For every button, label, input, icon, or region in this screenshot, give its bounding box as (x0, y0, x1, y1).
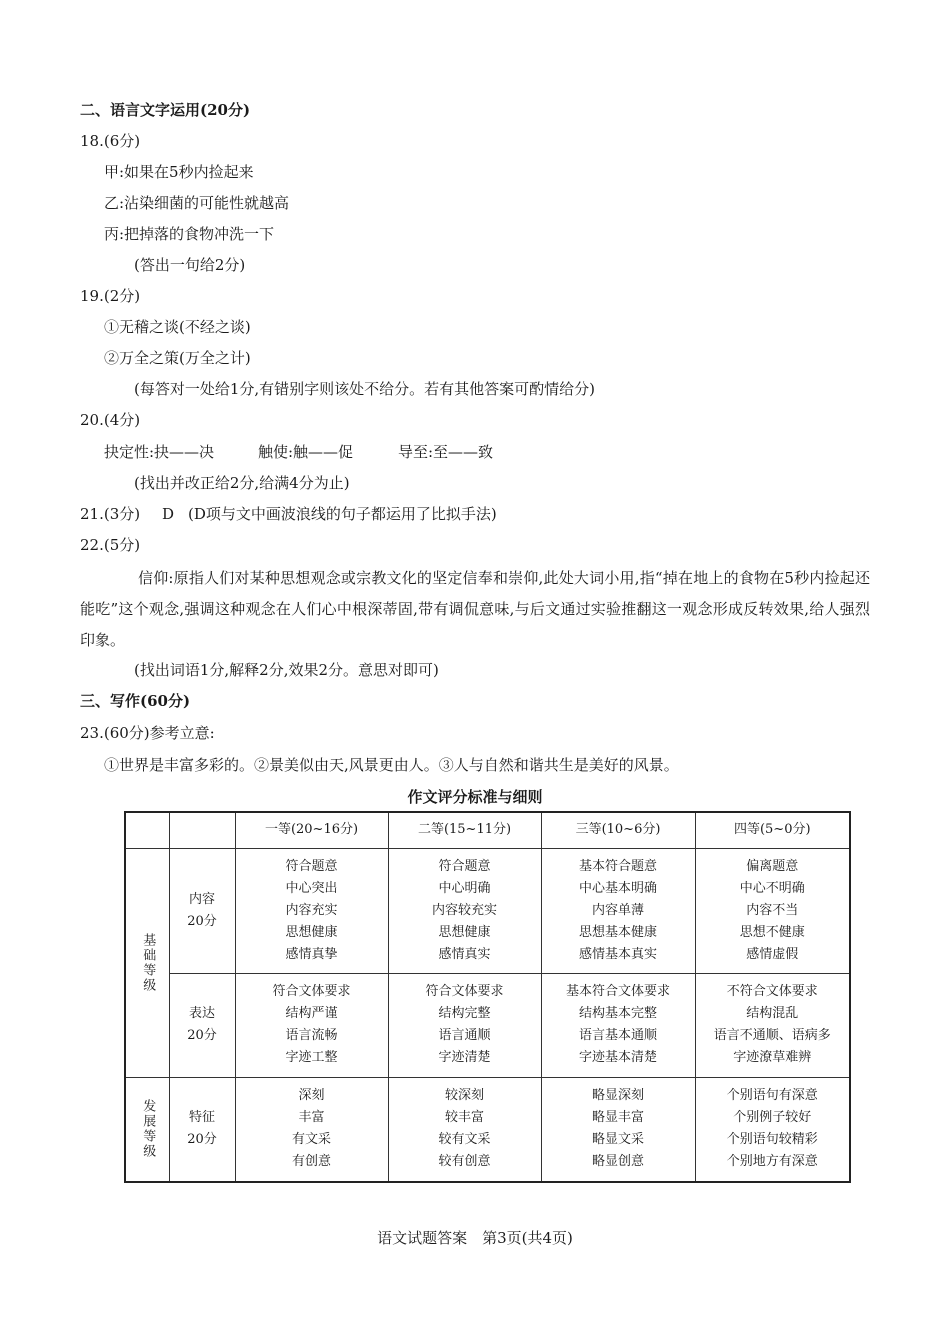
table-title: 作文评分标准与细则 (407, 788, 543, 806)
table-corner-cell (169, 812, 235, 848)
grade-header: 三等(10~6分) (541, 812, 695, 848)
grade-header: 四等(5~0分) (695, 812, 850, 848)
q19-answer-b: ②万全之策(万全之计) (104, 349, 251, 367)
q21-heading: 21.(3分) (80, 505, 141, 523)
dev-level-label: 发展等级 (140, 1099, 156, 1160)
q23-ideas: ①世界是丰富多彩的。②景美似由天,风景更由人。③人与自然和谐共生是美好的风景。 (104, 756, 679, 774)
scoring-table (124, 811, 851, 1183)
content-criteria: 符合题意 中心突出 内容充实 思想健康 感情真挚 (235, 848, 388, 973)
content-criteria: 基本符合题意 中心基本明确 内容单薄 思想基本健康 感情基本真实 (541, 848, 695, 973)
q22-heading: 22.(5分) (80, 536, 141, 554)
page-footer: 语文试题答案 第3页(共4页) (377, 1229, 573, 1247)
q22-body: 信仰:原指人们对某种思想观念或宗教文化的坚定信奉和崇仰,此处大词小用,指“掉在地上的食物在5秒内捡起还能吃”这个观念,强调这种观念在人们心中根深蒂固,带有调侃意味,与后文通过实验推翻这一观念形成反转效果,给人强烈印象。 (80, 569, 870, 649)
basic-level-label: 基础等级 (140, 932, 156, 993)
grade-header: 一等(20~16分) (235, 812, 388, 848)
expression-criteria: 基本符合文体要求 结构基本完整 语言基本通顺 字迹基本清楚 (541, 973, 695, 1077)
feature-criteria: 个别语句有深意 个别例子较好 个别语句较精彩 个别地方有深意 (695, 1077, 850, 1182)
table-corner-cell (125, 812, 169, 848)
content-criteria: 偏离题意 中心不明确 内容不当 思想不健康 感情虚假 (695, 848, 850, 973)
table-row-expression (125, 973, 850, 1077)
q21-answer: D (162, 505, 175, 523)
dev-level-cell (125, 1077, 169, 1182)
content-label: 内容 20分 (169, 848, 235, 973)
section-language-title: 二、语言文字运用(20分) (80, 101, 251, 119)
q20-item: 导至:至——致 (398, 443, 494, 461)
q20-note: (找出并改正给2分,给满4分为止) (134, 474, 350, 492)
expression-criteria: 符合文体要求 结构严谨 语言流畅 字迹工整 (235, 973, 388, 1077)
q18-answer-b: 乙:沾染细菌的可能性就越高 (104, 194, 290, 212)
section-writing-title: 三、写作(60分) (80, 692, 191, 710)
q18-answer-c: 丙:把掉落的食物冲洗一下 (104, 225, 275, 243)
q20-item: 触使:触——促 (258, 443, 354, 461)
q20-item: 抉定性:抉——决 (104, 443, 215, 461)
q20-heading: 20.(4分) (80, 411, 141, 429)
q18-answer-a: 甲:如果在5秒内捡起来 (104, 163, 254, 181)
expression-label: 表达 20分 (169, 973, 235, 1077)
q19-answer-a: ①无稽之谈(不经之谈) (104, 318, 251, 336)
feature-criteria: 略显深刻 略显丰富 略显文采 略显创意 (541, 1077, 695, 1182)
q21-explanation: (D项与文中画波浪线的句子都运用了比拟手法) (188, 505, 497, 523)
feature-label: 特征 20分 (169, 1077, 235, 1182)
basic-level-cell (125, 848, 169, 1077)
content-criteria: 符合题意 中心明确 内容较充实 思想健康 感情真实 (388, 848, 541, 973)
feature-criteria: 较深刻 较丰富 较有文采 较有创意 (388, 1077, 541, 1182)
table-row-feature (125, 1077, 850, 1182)
q18-note: (答出一句给2分) (134, 256, 246, 274)
q23-heading: 23.(60分)参考立意: (80, 724, 215, 742)
q18-heading: 18.(6分) (80, 132, 141, 150)
expression-criteria: 符合文体要求 结构完整 语言通顺 字迹清楚 (388, 973, 541, 1077)
grade-header: 二等(15~11分) (388, 812, 541, 848)
expression-criteria: 不符合文体要求 结构混乱 语言不通顺、语病多 字迹潦草难辨 (695, 973, 850, 1077)
table-header-row (125, 812, 850, 848)
q19-heading: 19.(2分) (80, 287, 141, 305)
q22-note: (找出词语1分,解释2分,效果2分。意思对即可) (134, 661, 439, 679)
q19-note: (每答对一处给1分,有错别字则该处不给分。若有其他答案可酌情给分) (134, 380, 596, 398)
table-row-content (125, 848, 850, 973)
feature-criteria: 深刻 丰富 有文采 有创意 (235, 1077, 388, 1182)
